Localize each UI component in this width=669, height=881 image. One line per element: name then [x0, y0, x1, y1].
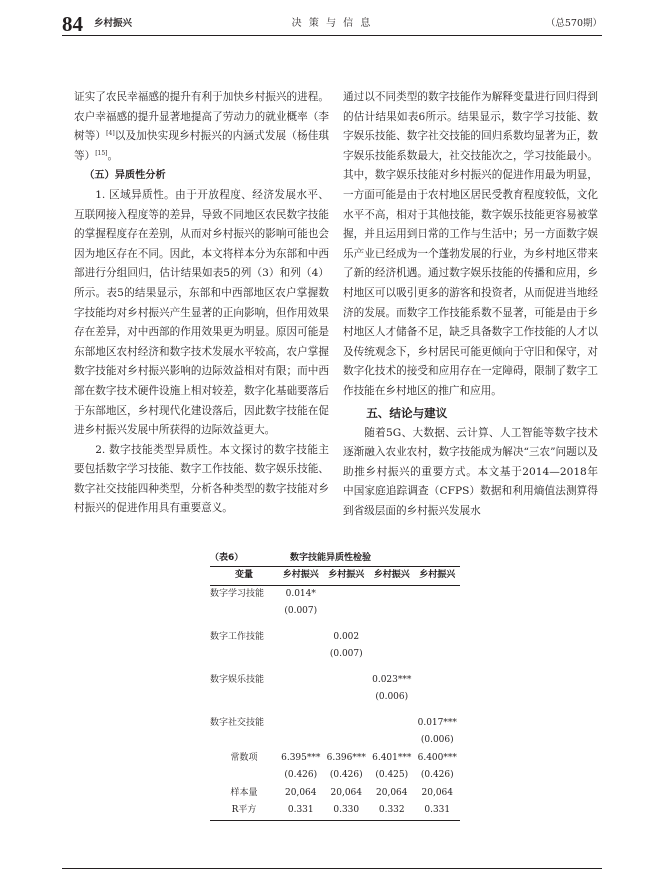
column-header: 乡村振兴 — [328, 570, 365, 580]
table-cell: 0.017*** — [417, 717, 457, 728]
table-cell — [324, 715, 370, 733]
table-cell: (0.006) — [420, 735, 454, 745]
row-label — [210, 689, 278, 707]
table-spacer — [210, 621, 460, 629]
row-label — [210, 603, 278, 621]
table-cell: 0.330 — [333, 805, 360, 815]
paragraph: 证实了农民幸福感的提升有利于加快乡村振兴的进程。农户幸福感的提升显著地提高了劳动力的就业概率（李树等）[4]以及加快实现乡村振兴的内涵式发展（杨佳琪等）[15]。 — [74, 91, 330, 162]
row-label — [210, 767, 278, 785]
table-cell: (0.006) — [375, 692, 409, 702]
table-cell — [278, 732, 324, 750]
header-rule — [62, 35, 602, 36]
footer-rule — [62, 868, 602, 869]
table-cell: 6.395*** — [281, 752, 321, 763]
left-column — [74, 88, 329, 519]
table-cell — [369, 646, 415, 664]
table-cell: 6.396*** — [326, 752, 366, 763]
table-cell: (0.007) — [329, 649, 363, 659]
table-cell — [415, 585, 461, 603]
table-cell — [278, 672, 324, 690]
table-title: 数字技能异质性检验 — [290, 553, 372, 563]
table-cell — [278, 646, 324, 664]
table-cell — [415, 672, 461, 690]
table-row — [210, 603, 460, 621]
table-cell: 6.401*** — [372, 752, 412, 763]
table-cell — [278, 715, 324, 733]
table-cell: 0.331 — [287, 805, 314, 815]
row-label: 数字学习技能 — [210, 588, 265, 599]
row-label: 数字社交技能 — [210, 717, 265, 728]
row-label — [210, 646, 278, 664]
subsection-heading: （五）异质性分析 — [84, 170, 166, 182]
table-row — [210, 802, 460, 820]
table-cell: (0.426) — [329, 770, 363, 780]
row-label: 样本量 — [230, 787, 258, 798]
row-label — [210, 732, 278, 750]
table-spacer — [210, 707, 460, 715]
table-header-row — [210, 567, 460, 586]
table-cell — [278, 689, 324, 707]
table-cell: 20,064 — [376, 787, 408, 798]
table-row — [210, 750, 460, 768]
table-cell — [324, 585, 370, 603]
column-header: 乡村振兴 — [373, 570, 410, 580]
paragraph: 通过以不同类型的数字技能作为解释变量进行回归得到的估计结果如表6所示。结果显示，数字学习技能、数字娱乐技能、数字社交技能的回归系数均显著为正，数字娱乐技能系数最大，社交技能次之，学习技能最小。其中，数字娱乐技能对乡村振兴的促进作用最为明显，一方面可能是由于农村地区居民受教育程度较低，文化水平不高，相对于其他技能，数字娱乐技能更容易被掌握，并且运用到日常的工作与生活中；另一方面数字娱乐产业已经成为一个蓬勃发展的行业，为乡村地区带来了新的经济机遇。通过数字娱乐技能的传播和应用，乡村地区可以吸引更多的游客和投资者，从而促进当地经济的发展。而数字工作技能系数不显著，可能是由于乡村地区人才储备不足，缺乏具备数字工作技能的人才以及传统观念下，乡村居民可能更倾向于守旧和保守，对数字化技术的接受和应用存在一定障碍，限制了数字工作技能在乡村地区的推广和应用。 — [343, 91, 599, 397]
table-row — [210, 689, 460, 707]
table-cell — [369, 629, 415, 647]
table-row — [210, 767, 460, 785]
table-row — [210, 672, 460, 690]
column-header: 乡村振兴 — [419, 570, 456, 580]
table-cell: 0.023*** — [372, 674, 412, 685]
table-number: （表6） — [210, 553, 244, 563]
table-cell: (0.425) — [375, 770, 409, 780]
table-row — [210, 715, 460, 733]
table-cell — [369, 715, 415, 733]
table-cell — [415, 603, 461, 621]
table-6 — [210, 548, 460, 821]
table-cell: 20,064 — [421, 787, 453, 798]
table-cell — [415, 689, 461, 707]
row-label: R平方 — [231, 805, 257, 815]
paragraph: 1. 区域异质性。由于开放程度、经济发展水平、互联网接入程度等的差异，导致不同地区农民数字技能的掌握程度存在差别，从而对乡村振兴的影响可能也会因为地区存在不同。因此，本文将样本分为东部和中西部进行分组回归，估计结果如表5的列（3）和列（4）所示。表5的结果显示，东部和中西部地区农户掌握数字技能均对乡村振兴产生显著的正向影响，但作用效果存在差异，对中西部的作用效果更为明显。原因可能是东部地区农村经济和数字技术发展水平较高，农户掌握数字技能对乡村振兴影响的边际效益相对有限；而中西部在数字技术硬件设施上相对较差，数字化基础要落后于东部地区，乡村现代化建设落后，因此数字技能在促进乡村振兴发展中所获得的边际效益更大。 — [74, 188, 330, 437]
table-caption — [210, 548, 460, 566]
table-cell — [278, 629, 324, 647]
column-header: 变量 — [234, 570, 253, 580]
table-cell — [415, 646, 461, 664]
section-name: 乡村振兴 — [94, 18, 133, 29]
table-row — [210, 732, 460, 750]
table-row — [210, 785, 460, 803]
table-cell: (0.007) — [284, 606, 318, 616]
paragraph: 随着5G、大数据、云计算、人工智能等数字技术逐渐融入农业农村，数字技能成为解决“三农”问题以及助推乡村振兴的重要方式。本文基于2014—2018年中国家庭追踪调查（CFPS）数据和利用熵值法测算得到省级层面的乡村振兴发展水 — [343, 426, 599, 517]
table-cell: 0.331 — [424, 805, 451, 815]
row-label: 数字工作技能 — [210, 631, 265, 642]
table-row — [210, 646, 460, 664]
table-cell — [324, 672, 370, 690]
page-number: 84 — [62, 12, 83, 36]
row-label: 常数项 — [230, 752, 258, 763]
table-cell — [369, 732, 415, 750]
table-cell — [415, 629, 461, 647]
column-header: 乡村振兴 — [282, 570, 319, 580]
table-cell: 0.014* — [285, 588, 316, 599]
table-row — [210, 585, 460, 603]
table-cell: (0.426) — [284, 770, 318, 780]
table-cell: 0.332 — [378, 805, 405, 815]
table-cell: (0.426) — [420, 770, 454, 780]
journal-title: 决 策 与 信 息 — [291, 18, 373, 29]
table-cell: 20,064 — [285, 787, 317, 798]
table-cell — [324, 689, 370, 707]
table-cell — [324, 732, 370, 750]
table-cell: 0.002 — [333, 631, 360, 642]
right-column — [343, 88, 598, 521]
regression-table — [210, 566, 460, 821]
paragraph: 2. 数字技能类型异质性。本文探讨的数字技能主要包括数字学习技能、数字工作技能、数字娱乐技能、数字社交技能四种类型，分析各种类型的数字技能对乡村振兴的促进作用具有重要意义。 — [74, 443, 330, 515]
table-row — [210, 629, 460, 647]
table-cell — [324, 603, 370, 621]
table-cell: 6.400*** — [417, 752, 457, 763]
row-label: 数字娱乐技能 — [210, 674, 265, 685]
table-cell — [369, 603, 415, 621]
table-cell — [369, 585, 415, 603]
table-spacer — [210, 664, 460, 672]
section-heading: 五、结论与建议 — [366, 405, 448, 420]
table-cell: 20,064 — [330, 787, 362, 798]
issue-number: （总570期） — [545, 18, 602, 29]
